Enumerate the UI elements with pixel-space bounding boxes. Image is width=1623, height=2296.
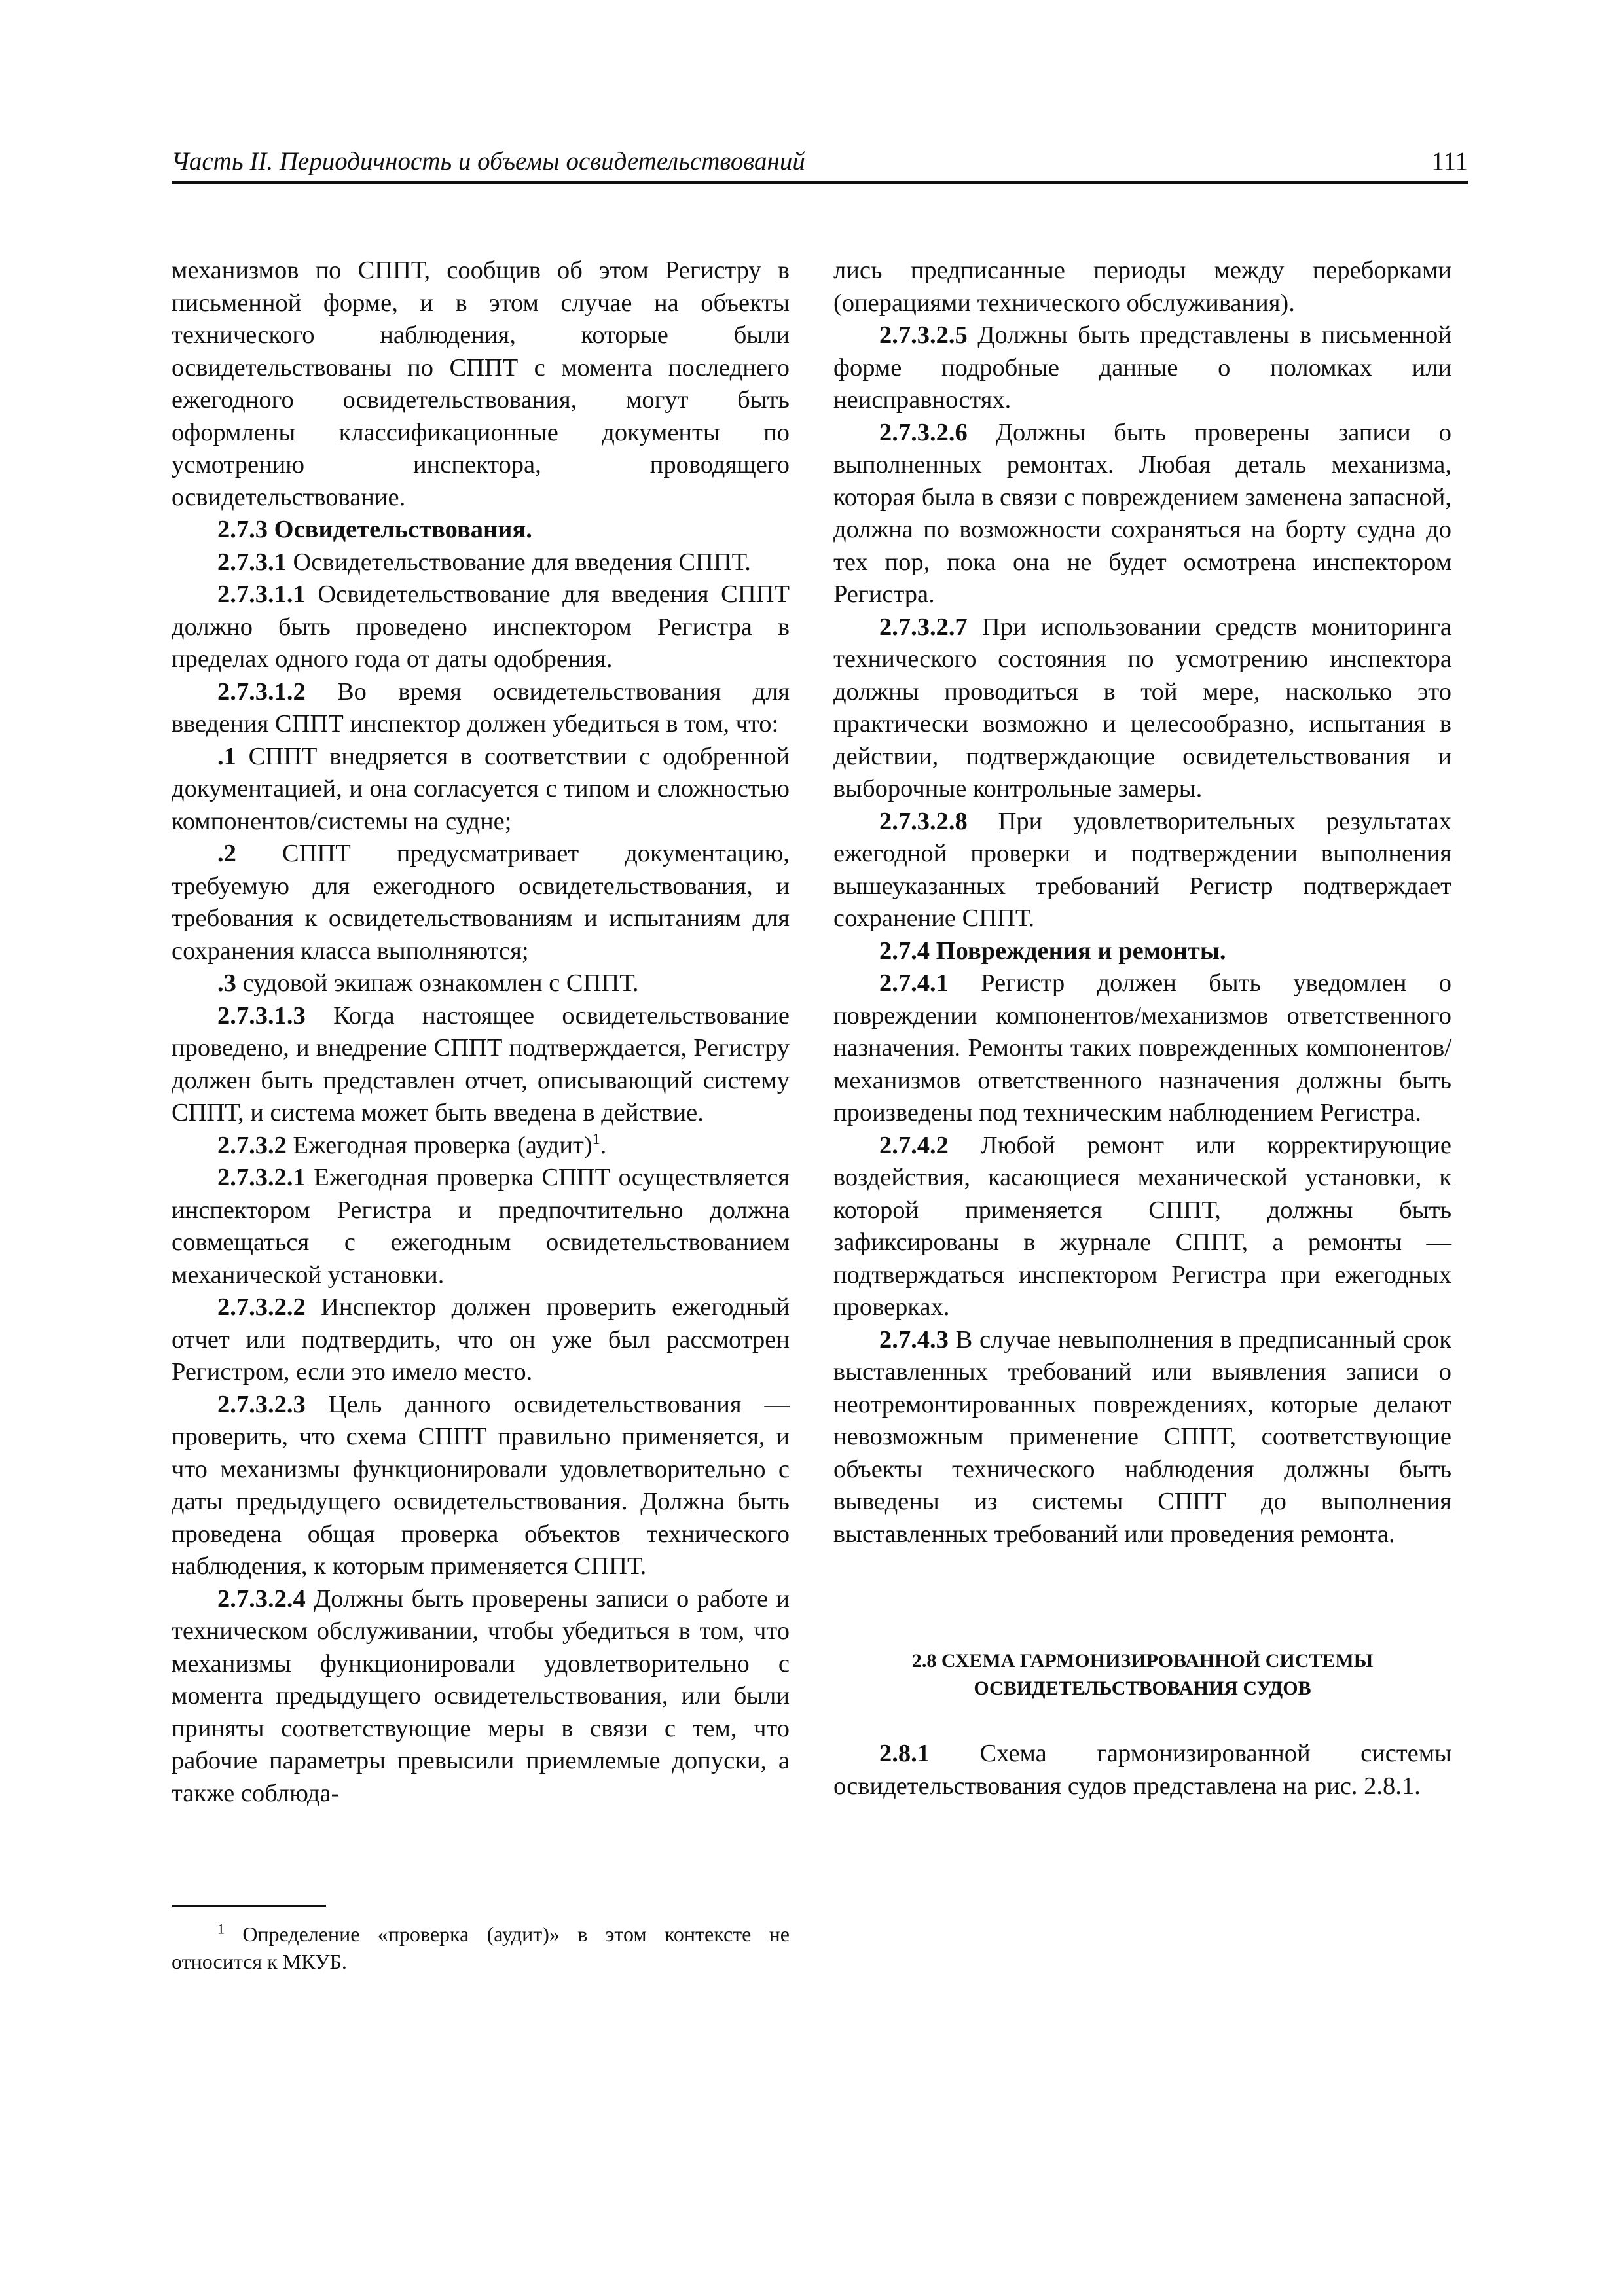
clause-2-7-4-1 [833, 967, 1451, 1130]
clause-text: При удовлетворительных результатах ежегодной проверки и подтверждении выполнения вышеуказанных требований Регистр подтверждает сохранение СППТ. [833, 807, 1451, 932]
clause-2-7-3-1-1 [172, 579, 790, 676]
clause-number: 2.7.4.2 [879, 1131, 949, 1159]
list-item-1 [172, 741, 790, 838]
clause-2-7-3-1 [172, 547, 790, 579]
clause-text: Ежегодная проверка СППТ осуществляется инспектором Регистра и предпочтительно должна совмещаться с ежегодным освидетельствованием механической установки. [172, 1164, 790, 1289]
footnote-mark: 1 [217, 1920, 225, 1937]
list-item-text: СППТ предусматривает документацию, требуемую для ежегодного освидетельствования, и требования к освидетельствованиям и испытаниям для сохранения класса выполняются; [172, 840, 790, 965]
list-item-number: .3 [217, 969, 236, 997]
paragraph-text: механизмов по СППТ, сообщив об этом Регистру в письменной форме, и в этом случае на объекты технического наблюдения, которые были освидетельствованы по СППТ с момента последнего ежегодного освидетельствования, могут быть оформлены классификационные документы по усмотрению инспектора, проводящего освидетельствование. [172, 257, 790, 511]
clause-2-7-4-2 [833, 1130, 1451, 1324]
clause-number: 2.7.3.1.2 [217, 677, 306, 706]
clause-2-7-3-2-5 [833, 319, 1451, 417]
clause-number: 2.7.3.2.6 [879, 418, 968, 446]
clause-2-7-4-3 [833, 1324, 1451, 1551]
clause-2-7-3-2 [172, 1130, 790, 1162]
clause-2-7-3-1-2 [172, 676, 790, 741]
clause-2-7-3-2-4 [172, 1583, 790, 1810]
clause-text: Должны быть проверены записи о выполненных ремонтах. Любая деталь механизма, которая была в связи с повреждением заменена запасной, должна по возможности сохраняться на борту судна до тех пор, пока она не будет осмотрена инспектором Регистра. [833, 418, 1451, 608]
list-item-number: .1 [217, 742, 236, 770]
clause-number: 2.7.4.3 [879, 1325, 949, 1354]
clause-text-end: . [600, 1131, 607, 1159]
paragraph-text: лись предписанные периоды между переборками (операциями технического обслуживания). [833, 257, 1451, 317]
header-title: Часть II. Периодичность и объемы освидетельствований [172, 147, 805, 175]
footnote [172, 1920, 790, 1975]
clause-number: 2.7.3.2.2 [217, 1293, 306, 1321]
clause-number: 2.8.1 [879, 1740, 930, 1767]
clause-text: Любой ремонт или корректирующие воздействия, касающиеся механической установки, к которой применяется СППТ, должны быть зафиксированы в журнале СППТ, а ремонты — подтверждаться инспектором Регистра при ежегодных проверках. [833, 1131, 1451, 1321]
clause-text: Ежегодная проверка (аудит) [286, 1131, 593, 1159]
paragraph-continuation [172, 255, 790, 514]
clause-number: 2.7.3.2.5 [879, 321, 968, 349]
clause-2-7-3-2-6 [833, 417, 1451, 611]
left-column [172, 255, 790, 1810]
clause-number: 2.7.3.2.1 [217, 1164, 306, 1191]
list-item-3 [172, 967, 790, 1000]
clause-text: Цель данного освидетельствования — проверить, что схема СППТ правильно применяется, и что механизмы функционировали удовлетворительно с даты предыдущего освидетельствования. Должна быть проведена общая проверка объектов технического наблюдения, к которым применяется СППТ. [172, 1390, 790, 1580]
clause-number: 2.7.3.1.3 [217, 1001, 306, 1030]
clause-number: 2.7.3.2 [217, 1131, 287, 1159]
clause-text: Регистр должен быть уведомлен о повреждении компонентов/механизмов ответственного назначения. Ремонты таких поврежденных компонентов/механизмов ответственного назначения должны быть произведены под техническим наблюдением Регистра. [833, 969, 1451, 1126]
clause-text: Должны быть проверены записи о работе и техническом обслуживании, чтобы убедиться в том, что механизмы функционировали удовлетворительно с момента предыдущего освидетельствования, или были приняты соответствующие меры в связи с тем, что рабочие параметры превысили приемлемые допуски, а также соблюда- [172, 1585, 790, 1807]
clause-number: 2.7.3.2.4 [217, 1585, 306, 1613]
section-heading-2-8 [833, 1647, 1451, 1702]
clause-text: Во время освидетельствования для введения СППТ инспектор должен убедиться в том, что: [172, 677, 790, 738]
clause-2-7-3-2-8 [833, 806, 1451, 935]
clause-text: В случае невыполнения в предписанный срок выставленных требований или выявления записи о неотремонтированных повреждениях, которые делают невозможным применение СППТ, соответствующие объекты технического наблюдения должны быть выведены из системы СППТ до выполнения выставленных требований или проведения ремонта. [833, 1325, 1451, 1548]
clause-text: Освидетельствование для введения СППТ должно быть проведено инспектором Регистра в пределах одного года от даты одобрения. [172, 581, 790, 673]
clause-number: 2.7.3.2.8 [879, 807, 968, 835]
clause-number: 2.7.3.1 [217, 548, 287, 576]
clause-text: Схема гармонизированной системы освидетельствования судов представлена на рис. 2.8.1. [833, 1740, 1451, 1800]
running-header [172, 147, 1468, 184]
clause-2-7-3-2-2 [172, 1291, 790, 1389]
footnote-text: Определение «проверка (аудит)» в этом контексте не относится к МКУБ. [172, 1922, 790, 1973]
clause-2-7-3-2-7 [833, 611, 1451, 806]
clause-2-7-3-2-3 [172, 1389, 790, 1583]
section-title-2-7-3: 2.7.3 Освидетельствования. [217, 516, 532, 543]
clause-2-7-3-1-3 [172, 1000, 790, 1130]
section-title-2-7-4: 2.7.4 Повреждения и ремонты. [879, 937, 1226, 965]
clause-2-7-3-2-1 [172, 1162, 790, 1291]
footnote-reference: 1 [592, 1130, 600, 1148]
clause-text: Должны быть представлены в письменной форме подробные данные о поломках или неисправностях. [833, 321, 1451, 414]
clause-text: При использовании средств мониторинга технического состояния по усмотрению инспектора должны проводиться в той мере, насколько это практически возможно и целесообразно, испытания в действии, подтверждающие освидетельствования и выборочные контрольные замеры. [833, 613, 1451, 802]
clause-text: Освидетельствование для введения СППТ. [286, 548, 751, 576]
heading-line-2: ОСВИДЕТЕЛЬСТВОВАНИЯ СУДОВ [974, 1677, 1311, 1699]
paragraph-continuation [833, 255, 1451, 319]
right-column [833, 255, 1451, 1803]
footnote-divider [172, 1905, 326, 1907]
clause-number: 2.7.3.2.3 [217, 1390, 306, 1418]
clause-number: 2.7.3.1.1 [217, 581, 306, 608]
list-item-text: судовой экипаж ознакомлен с СППТ. [236, 969, 639, 997]
list-item-2 [172, 838, 790, 967]
clause-text: Когда настоящее освидетельствование проведено, и внедрение СППТ подтверждается, Регистру должен быть представлен отчет, описывающий систему СППТ, и система может быть введена в действие. [172, 1001, 790, 1126]
clause-number: 2.7.4.1 [879, 969, 949, 997]
heading-line-1: 2.8 СХЕМА ГАРМОНИЗИРОВАННОЙ СИСТЕМЫ [911, 1650, 1374, 1672]
list-item-number: .2 [217, 840, 236, 867]
clause-text: Инспектор должен проверить ежегодный отчет или подтвердить, что он уже был рассмотрен Регистром, если это имело место. [172, 1293, 790, 1386]
page-number: 111 [1431, 147, 1468, 175]
list-item-text: СППТ внедряется в соответствии с одобренной документацией, и она согласуется с типом и сложностью компонентов/системы на судне; [172, 742, 790, 835]
clause-2-8-1 [833, 1738, 1451, 1803]
clause-number: 2.7.3.2.7 [879, 613, 968, 641]
